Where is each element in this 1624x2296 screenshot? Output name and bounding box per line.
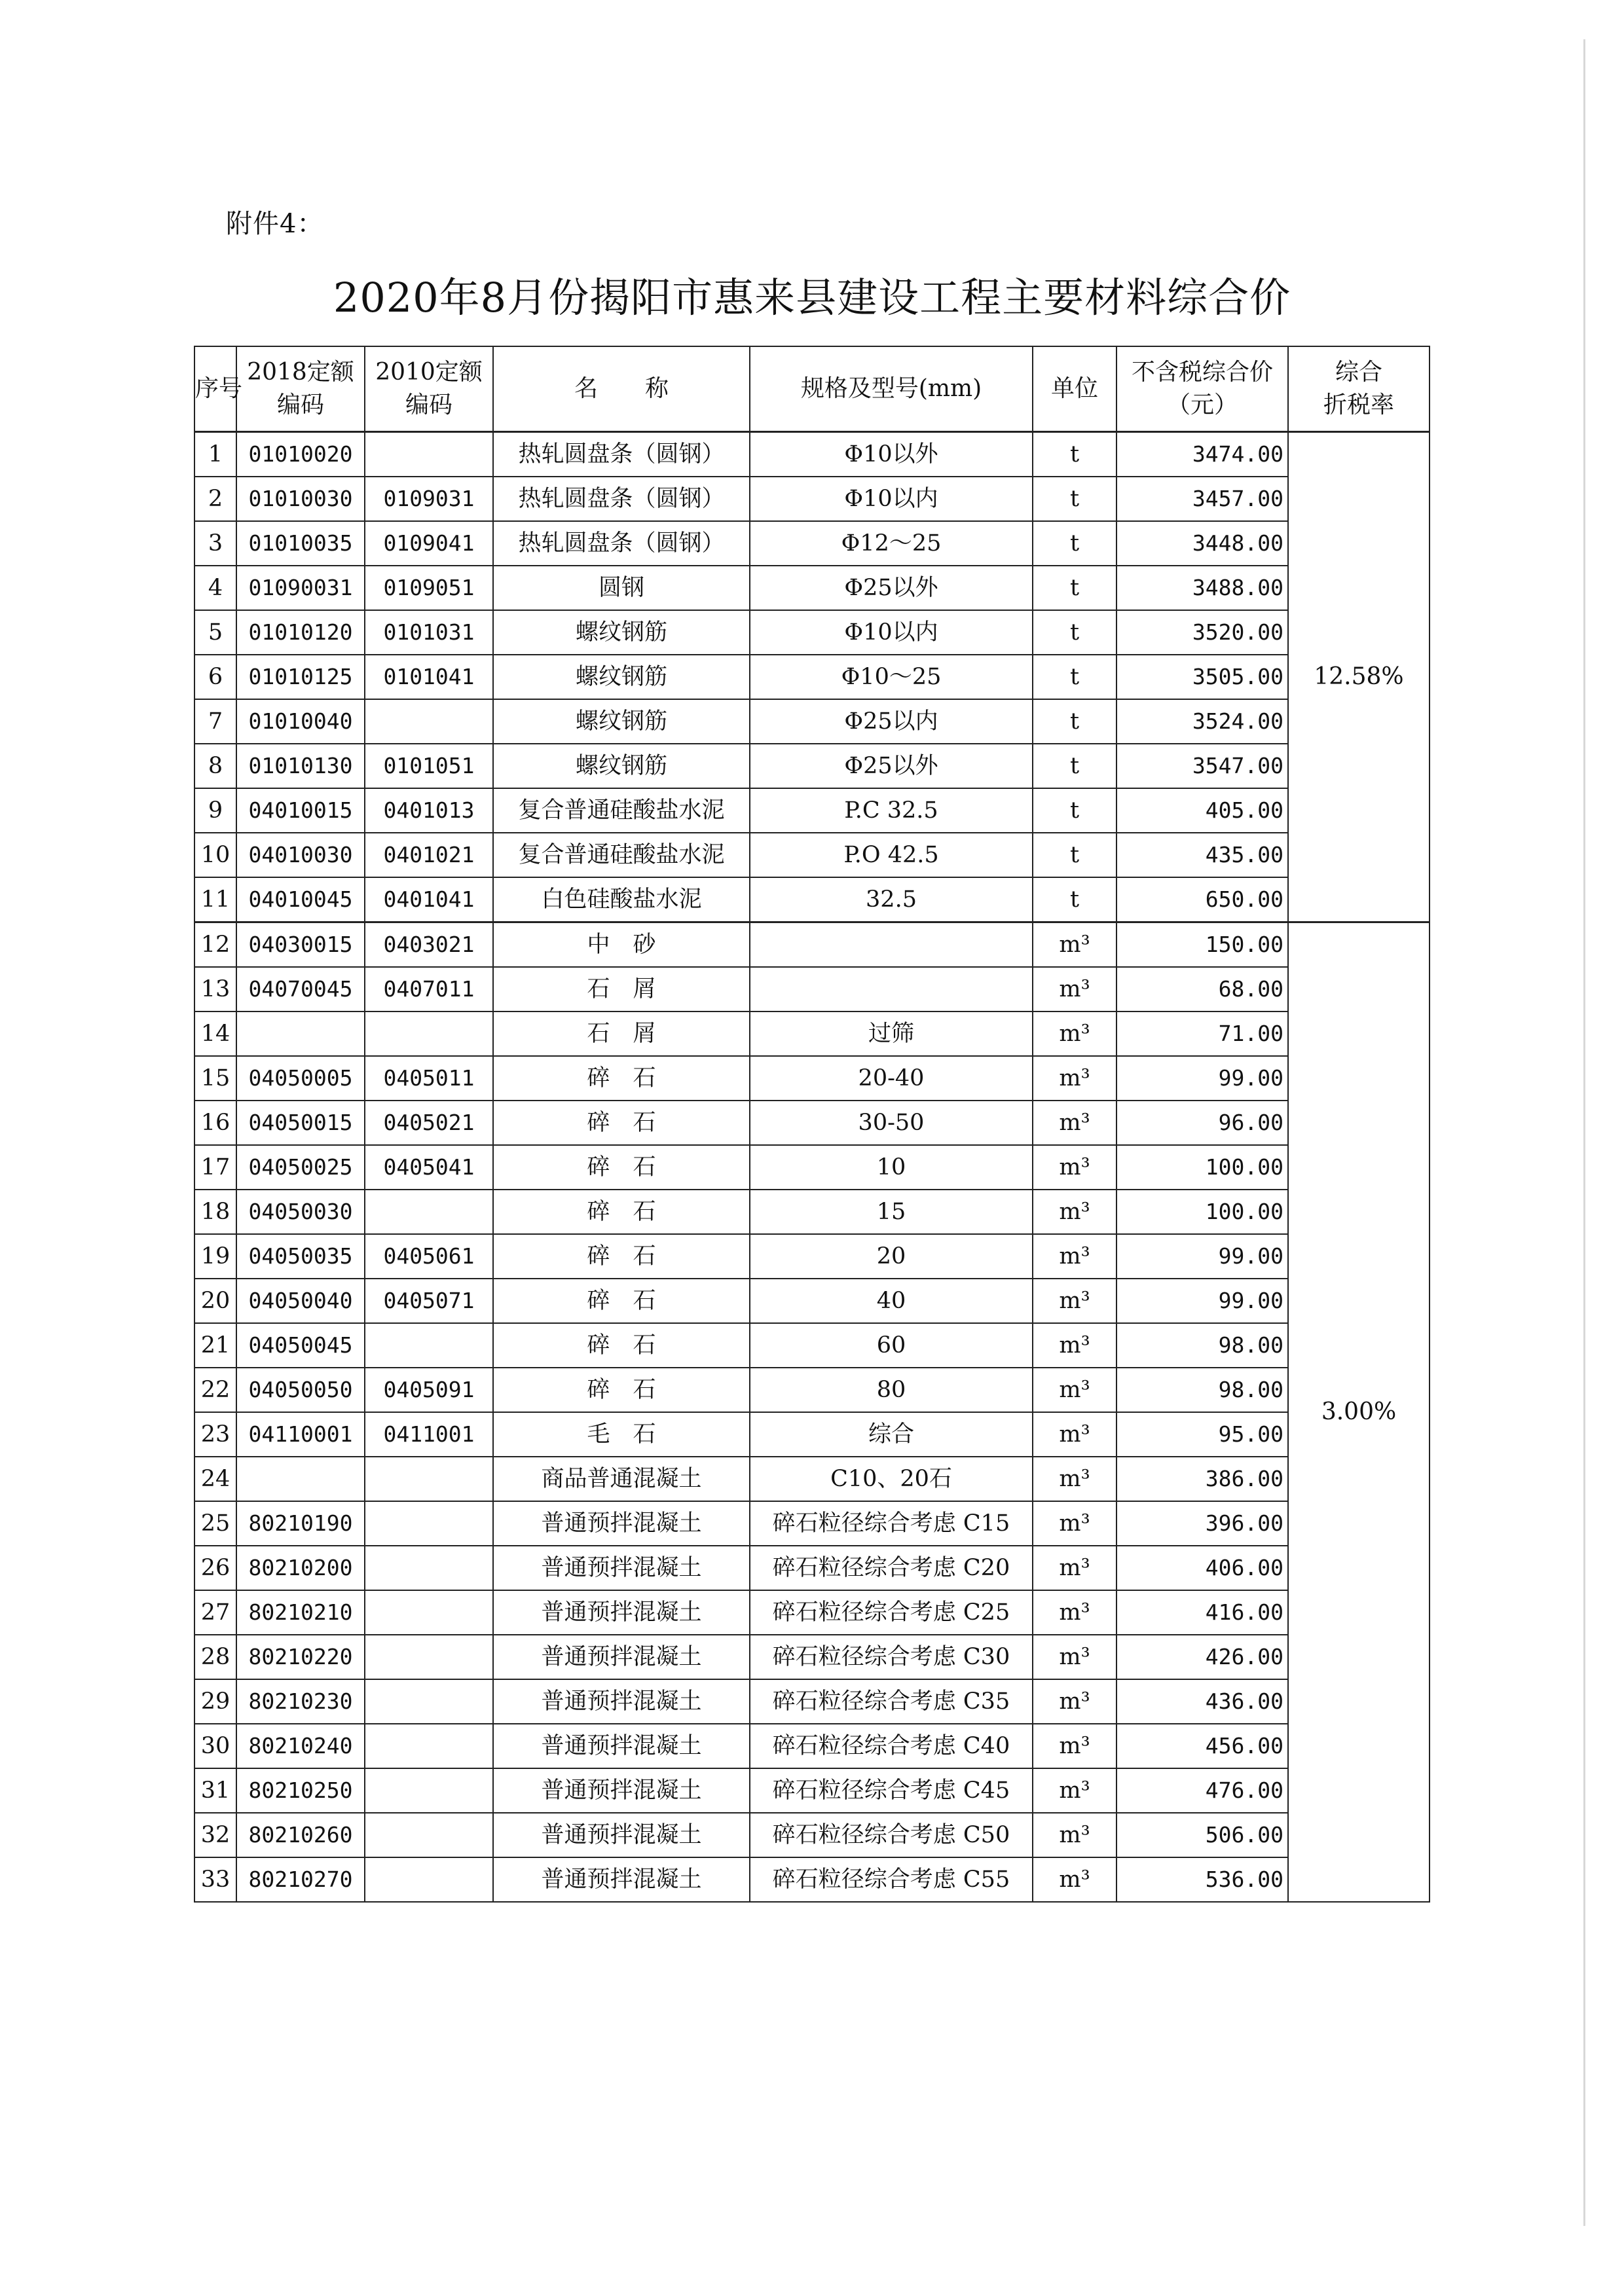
table-row [194,967,1430,1011]
table-row [194,1234,1430,1279]
name-cell: 毛 石 [493,1412,750,1457]
name-cell: 热轧圆盘条（圆钢） [493,432,750,477]
code-2018-cell: 04030015 [236,922,365,968]
code-2018-cell: 01010130 [236,744,365,788]
table-row [194,1145,1430,1190]
name-cell: 石 屑 [493,1011,750,1056]
table-row [194,521,1430,566]
table-row [194,1546,1430,1590]
table-row [194,1768,1430,1813]
name-cell: 白色硅酸盐水泥 [493,877,750,922]
seq-cell: 6 [194,655,236,699]
code-2010-cell [365,1590,493,1635]
code-2010-cell: 0405071 [365,1279,493,1323]
price-cell: 506.00 [1116,1813,1288,1857]
spec-cell: Φ12～25 [750,521,1033,566]
table-row [194,1279,1430,1323]
tax-rate-cell: 12.58% [1288,432,1430,922]
spec-cell: 30-50 [750,1101,1033,1145]
table-row [194,1679,1430,1724]
seq-cell: 19 [194,1234,236,1279]
unit-cell: m³ [1033,1679,1116,1724]
tax-rate-cell: 3.00% [1288,922,1430,1903]
unit-cell: m³ [1033,1412,1116,1457]
seq-cell: 33 [194,1857,236,1902]
code-2010-cell [365,1457,493,1501]
code-2018-cell: 80210260 [236,1813,365,1857]
price-cell: 3505.00 [1116,655,1288,699]
unit-cell: m³ [1033,1011,1116,1056]
spec-cell: C10、20石 [750,1457,1033,1501]
seq-cell: 28 [194,1635,236,1679]
table-row [194,699,1430,744]
spec-cell: 碎石粒径综合考虑 C20 [750,1546,1033,1590]
code-2018-cell: 04050015 [236,1101,365,1145]
price-cell: 3524.00 [1116,699,1288,744]
spec-cell: 80 [750,1368,1033,1412]
price-cell: 95.00 [1116,1412,1288,1457]
code-2010-cell [365,1679,493,1724]
spec-cell: 20 [750,1234,1033,1279]
table-body [194,432,1430,1903]
table-row [194,744,1430,788]
code-2018-cell: 04050035 [236,1234,365,1279]
seq-cell: 23 [194,1412,236,1457]
code-2018-cell: 04110001 [236,1412,365,1457]
price-cell: 436.00 [1116,1679,1288,1724]
page-title: 2020年8月份揭阳市惠来县建设工程主要材料综合价 [333,274,1291,321]
seq-cell: 13 [194,967,236,1011]
code-2010-cell [365,1190,493,1234]
unit-cell: m³ [1033,967,1116,1011]
unit-cell: m³ [1033,922,1116,968]
name-cell: 普通预拌混凝土 [493,1813,750,1857]
code-2018-cell: 04050045 [236,1323,365,1368]
seq-cell: 21 [194,1323,236,1368]
table-row [194,1501,1430,1546]
code-2010-cell [365,432,493,477]
code-2010-cell: 0401021 [365,833,493,877]
code-2018-cell: 01010040 [236,699,365,744]
seq-cell: 20 [194,1279,236,1323]
spec-cell [750,967,1033,1011]
name-cell: 碎 石 [493,1190,750,1234]
name-cell: 普通预拌混凝土 [493,1501,750,1546]
seq-cell: 18 [194,1190,236,1234]
table-row [194,922,1430,968]
spec-cell: 碎石粒径综合考虑 C45 [750,1768,1033,1813]
seq-cell: 8 [194,744,236,788]
code-2018-cell: 01090031 [236,566,365,610]
unit-cell: m³ [1033,1145,1116,1190]
name-cell: 普通预拌混凝土 [493,1857,750,1902]
code-2018-cell: 01010020 [236,432,365,477]
code-2018-cell: 80210220 [236,1635,365,1679]
header-code-2010: 2010定额 编码 [365,346,493,432]
table-row [194,432,1430,477]
unit-cell: m³ [1033,1857,1116,1902]
unit-cell: m³ [1033,1101,1116,1145]
price-cell: 99.00 [1116,1056,1288,1101]
unit-cell: m³ [1033,1590,1116,1635]
code-2018-cell: 01010035 [236,521,365,566]
price-cell: 71.00 [1116,1011,1288,1056]
code-2010-cell: 0405041 [365,1145,493,1190]
attachment-label: 附件4： [226,209,324,239]
code-2010-cell: 0403021 [365,922,493,968]
name-cell: 碎 石 [493,1368,750,1412]
table-row [194,610,1430,655]
code-2010-cell: 0401041 [365,877,493,922]
spec-cell: 40 [750,1279,1033,1323]
name-cell: 螺纹钢筋 [493,610,750,655]
seq-cell: 14 [194,1011,236,1056]
unit-cell: t [1033,699,1116,744]
price-cell: 435.00 [1116,833,1288,877]
unit-cell: m³ [1033,1546,1116,1590]
seq-cell: 26 [194,1546,236,1590]
code-2010-cell: 0411001 [365,1412,493,1457]
price-cell: 3547.00 [1116,744,1288,788]
code-2018-cell: 01010125 [236,655,365,699]
code-2018-cell: 04010015 [236,788,365,833]
price-cell: 100.00 [1116,1145,1288,1190]
spec-cell: Φ25以内 [750,699,1033,744]
seq-cell: 9 [194,788,236,833]
price-cell: 68.00 [1116,967,1288,1011]
code-2018-cell: 04070045 [236,967,365,1011]
seq-cell: 1 [194,432,236,477]
seq-cell: 24 [194,1457,236,1501]
price-cell: 476.00 [1116,1768,1288,1813]
seq-cell: 27 [194,1590,236,1635]
table-row [194,1813,1430,1857]
price-cell: 416.00 [1116,1590,1288,1635]
unit-cell: t [1033,610,1116,655]
name-cell: 热轧圆盘条（圆钢） [493,521,750,566]
code-2010-cell: 0405021 [365,1101,493,1145]
name-cell: 复合普通硅酸盐水泥 [493,788,750,833]
table-row [194,655,1430,699]
code-2010-cell [365,1323,493,1368]
name-cell: 碎 石 [493,1145,750,1190]
seq-cell: 22 [194,1368,236,1412]
name-cell: 普通预拌混凝土 [493,1679,750,1724]
spec-cell: P.C 32.5 [750,788,1033,833]
unit-cell: t [1033,521,1116,566]
unit-cell: m³ [1033,1813,1116,1857]
seq-cell: 17 [194,1145,236,1190]
table-row [194,1635,1430,1679]
spec-cell: 碎石粒径综合考虑 C15 [750,1501,1033,1546]
code-2018-cell: 80210190 [236,1501,365,1546]
table-row [194,566,1430,610]
unit-cell: t [1033,432,1116,477]
price-cell: 536.00 [1116,1857,1288,1902]
price-cell: 99.00 [1116,1234,1288,1279]
header-code-2018: 2018定额 编码 [236,346,365,432]
code-2018-cell [236,1457,365,1501]
spec-cell: Φ10以内 [750,477,1033,521]
seq-cell: 2 [194,477,236,521]
code-2018-cell: 04010045 [236,877,365,922]
code-2010-cell [365,1635,493,1679]
price-cell: 150.00 [1116,922,1288,968]
code-2010-cell [365,1011,493,1056]
table-row [194,1101,1430,1145]
code-2018-cell: 04050050 [236,1368,365,1412]
code-2010-cell: 0405011 [365,1056,493,1101]
unit-cell: t [1033,877,1116,922]
name-cell: 普通预拌混凝土 [493,1724,750,1768]
name-cell: 碎 石 [493,1101,750,1145]
unit-cell: t [1033,744,1116,788]
table-row [194,1056,1430,1101]
unit-cell: m³ [1033,1234,1116,1279]
price-cell: 456.00 [1116,1724,1288,1768]
name-cell: 复合普通硅酸盐水泥 [493,833,750,877]
table-row [194,1323,1430,1368]
seq-cell: 29 [194,1679,236,1724]
header-name: 名 称 [493,346,750,432]
name-cell: 石 屑 [493,967,750,1011]
unit-cell: t [1033,566,1116,610]
price-cell: 386.00 [1116,1457,1288,1501]
name-cell: 碎 石 [493,1323,750,1368]
code-2010-cell: 0405091 [365,1368,493,1412]
spec-cell: 15 [750,1190,1033,1234]
table-row [194,1368,1430,1412]
name-cell: 螺纹钢筋 [493,744,750,788]
table-row [194,1011,1430,1056]
table-row [194,1457,1430,1501]
table-row [194,1412,1430,1457]
spec-cell: 碎石粒径综合考虑 C35 [750,1679,1033,1724]
unit-cell: m³ [1033,1501,1116,1546]
header-spec: 规格及型号(mm) [750,346,1033,432]
code-2010-cell: 0101051 [365,744,493,788]
spec-cell: Φ25以外 [750,744,1033,788]
code-2018-cell: 80210270 [236,1857,365,1902]
unit-cell: t [1033,833,1116,877]
seq-cell: 25 [194,1501,236,1546]
price-cell: 405.00 [1116,788,1288,833]
table-row [194,477,1430,521]
unit-cell: m³ [1033,1323,1116,1368]
seq-cell: 15 [194,1056,236,1101]
code-2010-cell [365,1546,493,1590]
code-2010-cell: 0109041 [365,521,493,566]
code-2018-cell: 01010030 [236,477,365,521]
code-2018-cell: 80210230 [236,1679,365,1724]
material-price-table [194,346,1430,1903]
scan-edge-line [1583,39,1585,2226]
unit-cell: m³ [1033,1279,1116,1323]
code-2010-cell: 0109051 [365,566,493,610]
seq-cell: 12 [194,922,236,968]
price-cell: 650.00 [1116,877,1288,922]
price-cell: 426.00 [1116,1635,1288,1679]
seq-cell: 3 [194,521,236,566]
code-2010-cell: 0101031 [365,610,493,655]
spec-cell: Φ10以外 [750,432,1033,477]
price-cell: 100.00 [1116,1190,1288,1234]
table-row [194,1590,1430,1635]
seq-cell: 31 [194,1768,236,1813]
spec-cell: 20-40 [750,1056,1033,1101]
price-cell: 98.00 [1116,1368,1288,1412]
spec-cell: 综合 [750,1412,1033,1457]
price-cell: 98.00 [1116,1323,1288,1368]
spec-cell [750,922,1033,968]
price-cell: 3488.00 [1116,566,1288,610]
header-seq: 序号 [194,346,236,432]
price-cell: 406.00 [1116,1546,1288,1590]
code-2018-cell: 04050005 [236,1056,365,1101]
price-cell: 99.00 [1116,1279,1288,1323]
code-2010-cell: 0101041 [365,655,493,699]
code-2010-cell: 0401013 [365,788,493,833]
table-row [194,1857,1430,1902]
seq-cell: 32 [194,1813,236,1857]
name-cell: 螺纹钢筋 [493,699,750,744]
spec-cell: Φ10～25 [750,655,1033,699]
spec-cell: 碎石粒径综合考虑 C50 [750,1813,1033,1857]
unit-cell: t [1033,655,1116,699]
spec-cell: 碎石粒径综合考虑 C30 [750,1635,1033,1679]
code-2010-cell [365,1768,493,1813]
name-cell: 碎 石 [493,1056,750,1101]
code-2010-cell: 0407011 [365,967,493,1011]
spec-cell: 碎石粒径综合考虑 C25 [750,1590,1033,1635]
code-2010-cell [365,1501,493,1546]
seq-cell: 11 [194,877,236,922]
seq-cell: 10 [194,833,236,877]
seq-cell: 5 [194,610,236,655]
name-cell: 螺纹钢筋 [493,655,750,699]
unit-cell: m³ [1033,1768,1116,1813]
name-cell: 商品普通混凝土 [493,1457,750,1501]
unit-cell: m³ [1033,1724,1116,1768]
header-rate: 综合 折税率 [1288,346,1430,432]
code-2018-cell: 04050025 [236,1145,365,1190]
name-cell: 中 砂 [493,922,750,968]
name-cell: 热轧圆盘条（圆钢） [493,477,750,521]
table-row [194,1724,1430,1768]
name-cell: 普通预拌混凝土 [493,1546,750,1590]
spec-cell: P.O 42.5 [750,833,1033,877]
code-2018-cell: 04050040 [236,1279,365,1323]
code-2018-cell: 80210210 [236,1590,365,1635]
price-cell: 3457.00 [1116,477,1288,521]
code-2018-cell: 04010030 [236,833,365,877]
name-cell: 普通预拌混凝土 [493,1590,750,1635]
name-cell: 普通预拌混凝土 [493,1635,750,1679]
price-cell: 3474.00 [1116,432,1288,477]
unit-cell: t [1033,788,1116,833]
code-2010-cell [365,1857,493,1902]
code-2018-cell: 80210200 [236,1546,365,1590]
code-2018-cell: 80210240 [236,1724,365,1768]
seq-cell: 7 [194,699,236,744]
name-cell: 圆钢 [493,566,750,610]
spec-cell: 碎石粒径综合考虑 C55 [750,1857,1033,1902]
code-2010-cell: 0405061 [365,1234,493,1279]
name-cell: 普通预拌混凝土 [493,1768,750,1813]
code-2010-cell: 0109031 [365,477,493,521]
code-2010-cell [365,1724,493,1768]
unit-cell: m³ [1033,1368,1116,1412]
seq-cell: 16 [194,1101,236,1145]
unit-cell: m³ [1033,1635,1116,1679]
spec-cell: Φ10以内 [750,610,1033,655]
price-cell: 396.00 [1116,1501,1288,1546]
code-2018-cell: 04050030 [236,1190,365,1234]
header-unit: 单位 [1033,346,1116,432]
table-row [194,1190,1430,1234]
code-2010-cell [365,1813,493,1857]
table-row [194,877,1430,922]
spec-cell: 60 [750,1323,1033,1368]
seq-cell: 4 [194,566,236,610]
unit-cell: m³ [1033,1056,1116,1101]
header-price: 不含税综合价 （元） [1116,346,1288,432]
price-cell: 96.00 [1116,1101,1288,1145]
price-cell: 3520.00 [1116,610,1288,655]
spec-cell: 碎石粒径综合考虑 C40 [750,1724,1033,1768]
table-row [194,833,1430,877]
table-row [194,788,1430,833]
unit-cell: m³ [1033,1457,1116,1501]
unit-cell: m³ [1033,1190,1116,1234]
spec-cell: 10 [750,1145,1033,1190]
spec-cell: 32.5 [750,877,1033,922]
code-2018-cell: 01010120 [236,610,365,655]
price-cell: 3448.00 [1116,521,1288,566]
code-2010-cell [365,699,493,744]
name-cell: 碎 石 [493,1234,750,1279]
unit-cell: t [1033,477,1116,521]
spec-cell: Φ25以外 [750,566,1033,610]
code-2018-cell [236,1011,365,1056]
name-cell: 碎 石 [493,1279,750,1323]
table-header-row [194,346,1430,432]
spec-cell: 过筛 [750,1011,1033,1056]
code-2018-cell: 80210250 [236,1768,365,1813]
seq-cell: 30 [194,1724,236,1768]
